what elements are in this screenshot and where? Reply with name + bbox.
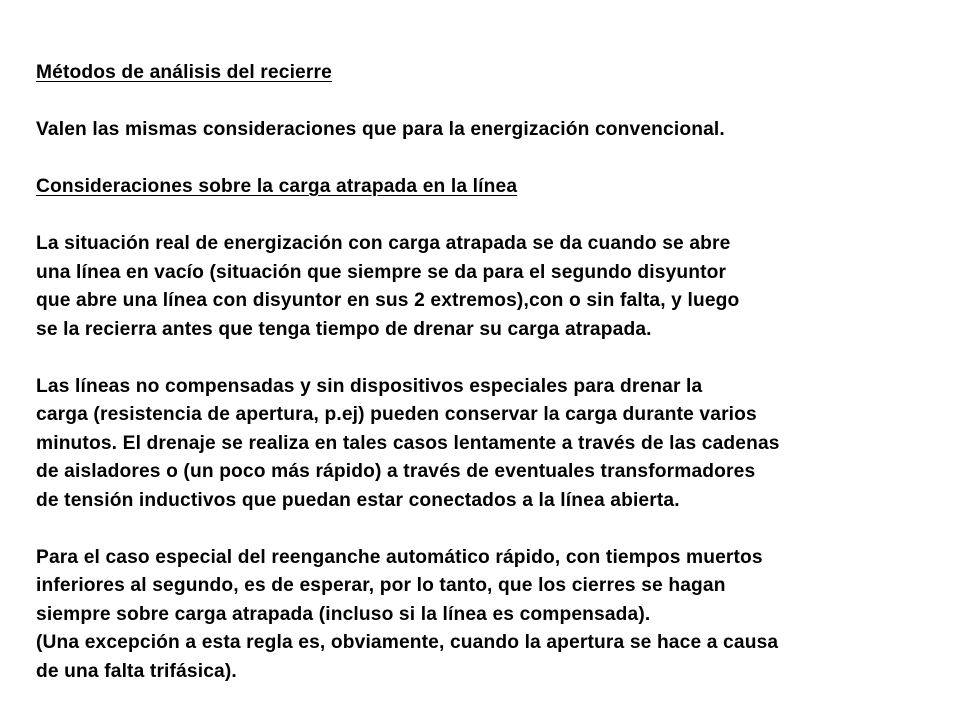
paragraph-2-line: La situación real de energización con carga atrapada se da cuando se abre (36, 233, 731, 254)
paragraph-4 (36, 544, 956, 687)
paragraph-4-line: inferiores al segundo, es de esperar, por lo tanto, que los cierres se hagan (36, 575, 726, 596)
paragraph-3-line: de aisladores o (un poco más rápido) a través de eventuales transformadores (36, 461, 756, 482)
paragraph-3-line: carga (resistencia de apertura, p.ej) pueden conservar la carga durante varios (36, 404, 757, 425)
paragraph-3 (36, 373, 956, 516)
spacer (36, 88, 956, 117)
paragraph-1-line: Valen las mismas consideraciones que para la energización convencional. (36, 119, 725, 140)
slide-content (36, 59, 956, 686)
paragraph-2-line: se la recierra antes que tenga tiempo de drenar su carga atrapada. (36, 318, 652, 340)
paragraph-2 (36, 230, 956, 344)
paragraph-4-line: (Una excepción a esta regla es, obviamente, cuando la apertura se hace a causa (36, 632, 779, 653)
spacer (36, 145, 956, 174)
paragraph-3-line: minutos. El drenaje se realiza en tales casos lentamente a través de las cadenas (36, 432, 780, 454)
paragraph-3-line: Las líneas no compensadas y sin dispositivos especiales para drenar la (36, 375, 703, 397)
paragraph-4-line: de una falta trifásica). (36, 660, 237, 682)
heading-methods: Métodos de análisis del recierre (36, 62, 332, 83)
paragraph-3-line: de tensión inductivos que puedan estar conectados a la línea abierta. (36, 489, 680, 511)
heading-trapped-charge: Consideraciones sobre la carga atrapada en la línea (36, 176, 518, 197)
spacer (36, 344, 956, 373)
paragraph-4-line: siempre sobre carga atrapada (incluso si la línea es compensada). (36, 603, 651, 625)
paragraph-2-line: una línea en vacío (situación que siempre se da para el segundo disyuntor (36, 261, 727, 283)
paragraph-4-line: Para el caso especial del reenganche automático rápido, con tiempos muertos (36, 546, 763, 568)
spacer (36, 202, 956, 231)
paragraph-2-line: que abre una línea con disyuntor en sus 2 extremos),con o sin falta, y luego (36, 290, 740, 311)
spacer (36, 515, 956, 544)
